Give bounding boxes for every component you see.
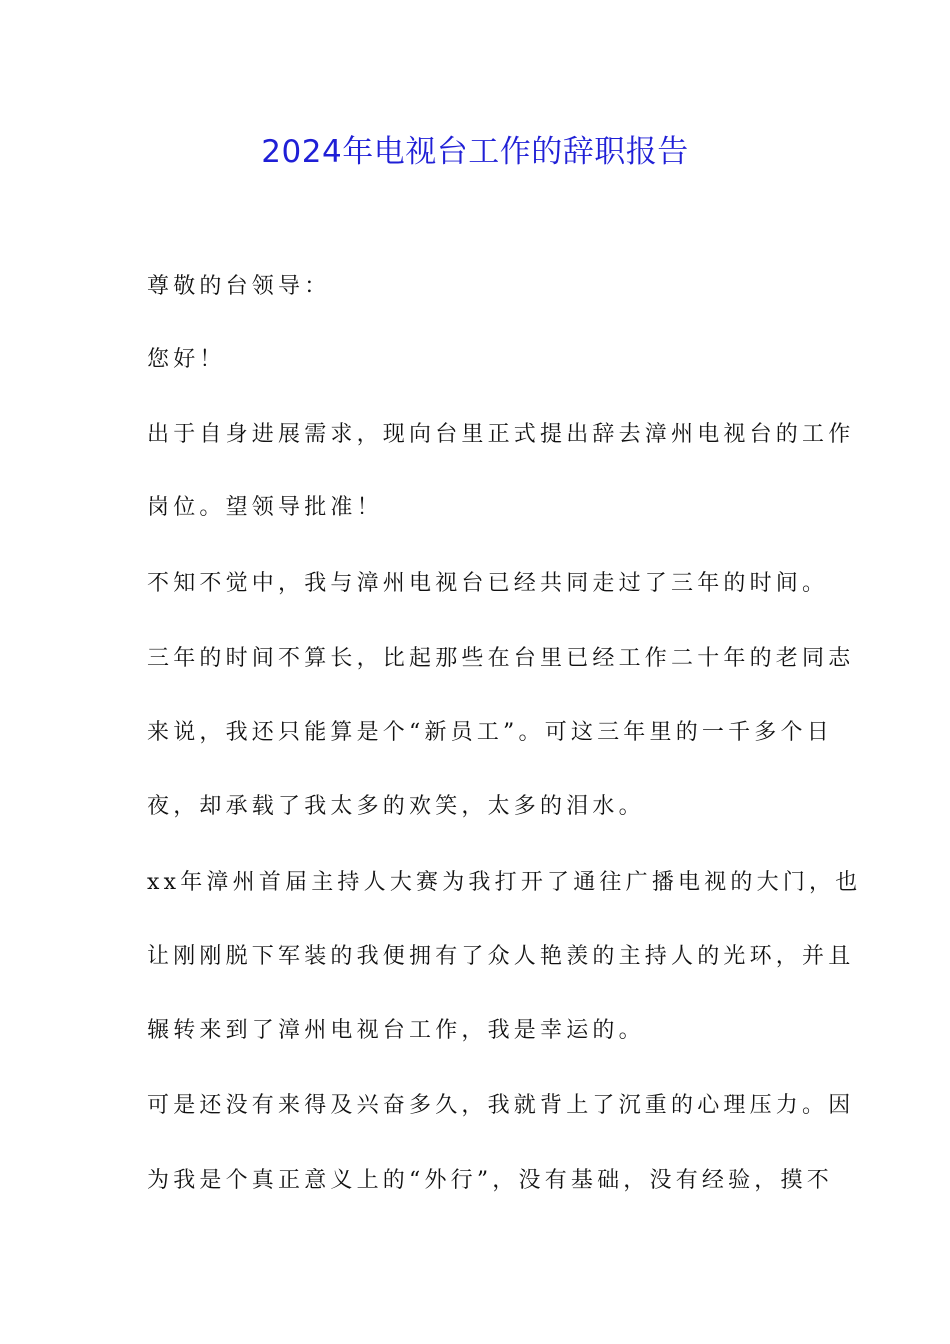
body-line: 三年的时间不算长，比起那些在台里已经工作二十年的老同志 xyxy=(147,646,855,671)
body-line: 可是还没有来得及兴奋多久，我就背上了沉重的心理压力。因 xyxy=(147,1093,855,1118)
body-line: 岗位。望领导批准！ xyxy=(147,495,383,520)
greeting-line: 您好！ xyxy=(147,347,226,372)
body-line: 为我是个真正意义上的“外行”，没有基础，没有经验，摸不 xyxy=(147,1168,833,1193)
body-line: 辗转来到了漳州电视台工作，我是幸运的。 xyxy=(147,1018,645,1043)
document-title: 2024年电视台工作的辞职报告 xyxy=(261,134,689,170)
body-line: 来说，我还只能算是个“新员工”。可这三年里的一千多个日 xyxy=(147,720,833,745)
salutation-line: 尊敬的台领导： xyxy=(147,274,331,299)
body-line: 不知不觉中，我与漳州电视台已经共同走过了三年的时间。 xyxy=(147,571,829,596)
body-line: 让刚刚脱下军装的我便拥有了众人艳羡的主持人的光环，并且 xyxy=(147,944,855,969)
body-line: 出于自身进展需求，现向台里正式提出辞去漳州电视台的工作 xyxy=(147,422,855,447)
body-line: 夜，却承载了我太多的欢笑，太多的泪水。 xyxy=(147,794,645,819)
body-line: xx年漳州首届主持人大赛为我打开了通往广播电视的大门，也 xyxy=(147,870,862,895)
